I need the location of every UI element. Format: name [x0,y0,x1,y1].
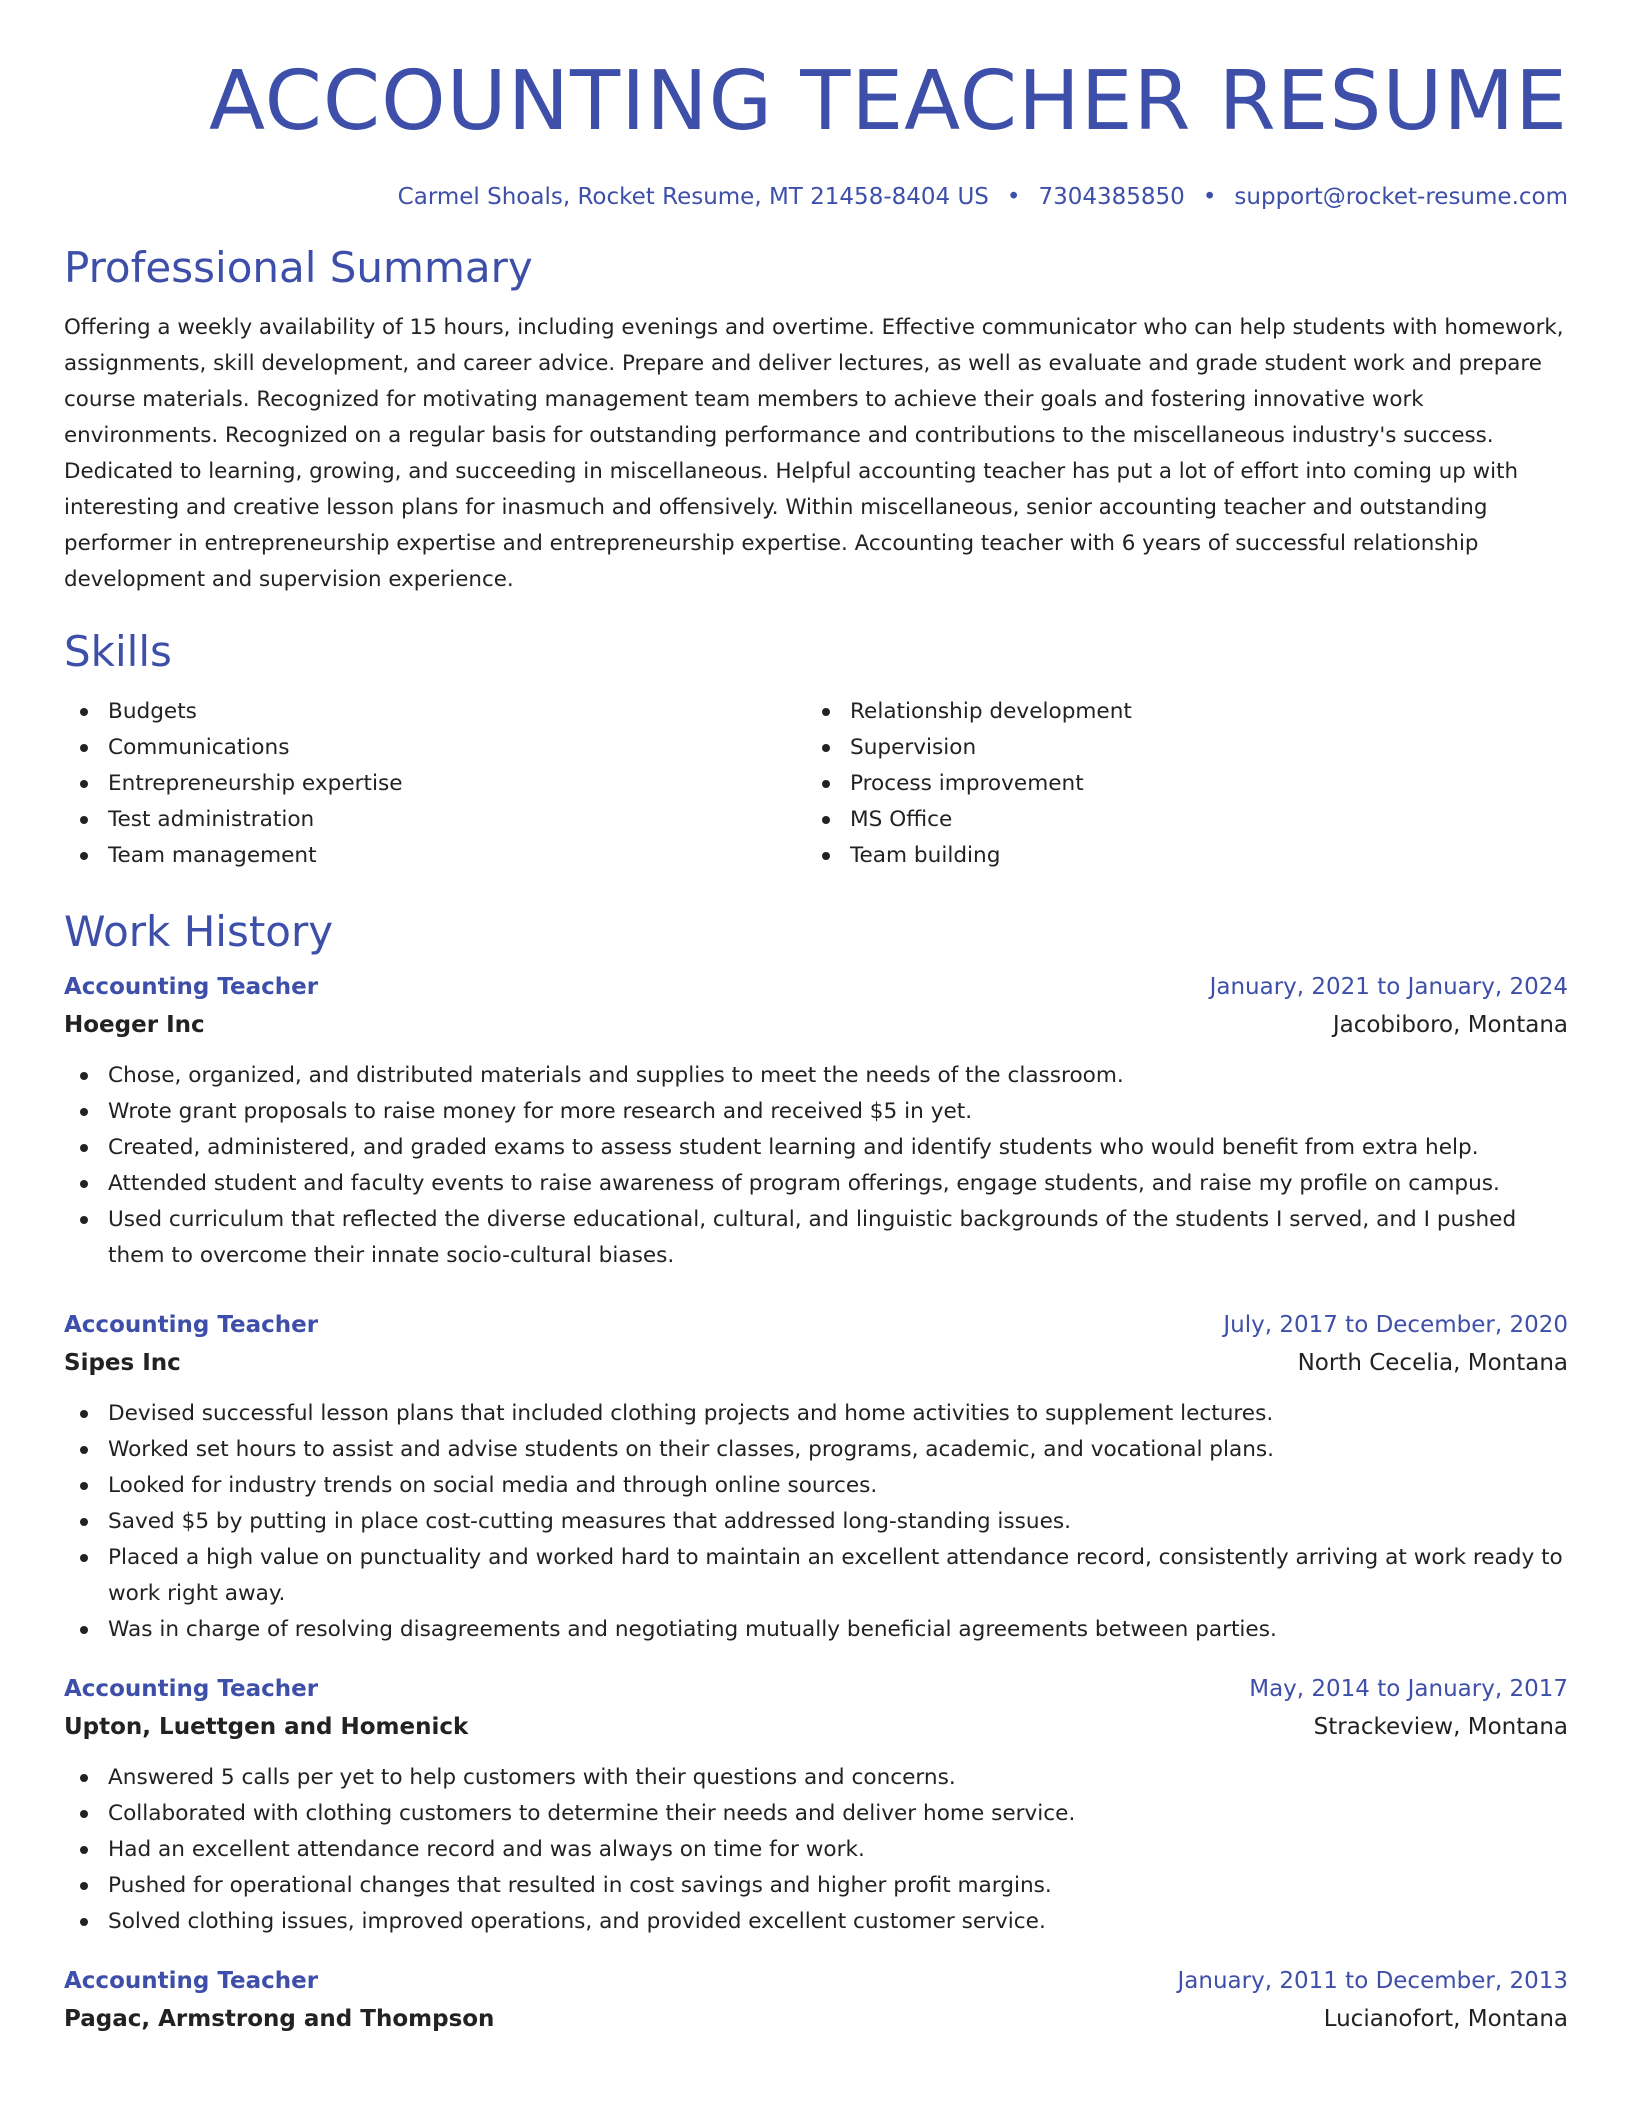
job-header [64,1306,1568,1344]
contact-email: support@rocket-resume.com [1234,184,1568,210]
skill-item: Supervision [806,730,1548,766]
job-subheader [64,1344,1568,1382]
job-bullet: Answered 5 calls per yet to help customers with their questions and concerns. [64,1760,1568,1796]
contact-phone: 7304385850 [1038,184,1185,210]
job-location: Lucianofort, Montana [1323,2006,1568,2032]
skills-column-left [64,694,806,874]
contact-separator: • [1202,184,1217,210]
summary-heading: Professional Summary [64,243,533,292]
skill-item: Relationship development [806,694,1548,730]
job-company: Pagac, Armstrong and Thompson [64,2006,495,2032]
job-dates: January, 2011 to December, 2013 [1177,1968,1568,1994]
contact-address: Carmel Shoals, Rocket Resume, MT 21458-8404 US [397,184,989,210]
job-location: Strackeview, Montana [1313,1714,1568,1740]
job-bullet: Attended student and faculty events to raise awareness of program offerings, engage students, and raise my profile on campus. [64,1166,1568,1202]
contact-separator: • [1006,184,1021,210]
job-location: North Cecelia, Montana [1297,1350,1568,1376]
contact-line [64,180,1568,214]
job-bullet: Looked for industry trends on social media and through online sources. [64,1468,1568,1504]
job-bullet: Was in charge of resolving disagreements and negotiating mutually beneficial agreements between parties. [64,1612,1568,1648]
skill-item: Team building [806,838,1548,874]
skill-item: Communications [64,730,806,766]
job-entry [64,1306,1568,1648]
summary-text: Offering a weekly availability of 15 hours, including evenings and overtime. Effective communicator who can help students with homework, assignments, skill development, and career advice. Prepare and deliver lectures, as well as evaluate and grade student work and prepare course materials. Recognized for motivating management team members to achieve their goals and fostering innovative work environments. Recognized on a regular basis for outstanding performance and contributions to the miscellaneous industry's success. Dedicated to learning, growing, and succeeding in miscellaneous. Helpful accounting teacher has put a lot of effort into coming up with interesting and creative lesson plans for inasmuch and offensively. Within miscellaneous, senior accounting teacher and outstanding performer in entrepreneurship expertise and entrepreneurship expertise. Accounting teacher with 6 years of successful relationship development and supervision experience. [64,315,1564,592]
job-bullets [64,1760,1568,1940]
job-bullet: Had an excellent attendance record and was always on time for work. [64,1832,1568,1868]
job-company: Hoeger Inc [64,1012,205,1038]
skills-list [64,694,1568,874]
job-dates: January, 2021 to January, 2024 [1209,974,1568,1000]
job-header [64,968,1568,1006]
job-title: Accounting Teacher [64,974,319,1000]
job-company: Sipes Inc [64,1350,181,1376]
job-dates: May, 2014 to January, 2017 [1249,1676,1568,1702]
work-history-heading: Work History [64,907,334,956]
skill-item: MS Office [806,802,1548,838]
job-title: Accounting Teacher [64,1968,319,1994]
job-entry [64,1670,1568,1940]
skills-column-right [806,694,1548,874]
job-entry [64,1962,1568,2038]
job-bullets [64,1396,1568,1648]
job-bullet: Saved $5 by putting in place cost-cutting measures that addressed long-standing issues. [64,1504,1568,1540]
job-bullet: Used curriculum that reflected the diverse educational, cultural, and linguistic backgrounds of the students I served, and I pushed them to overcome their innate socio-cultural biases. [64,1202,1568,1274]
job-title: Accounting Teacher [64,1312,319,1338]
job-bullet: Wrote grant proposals to raise money for more research and received $5 in yet. [64,1094,1568,1130]
job-subheader [64,1708,1568,1746]
job-header [64,1962,1568,2000]
job-bullets [64,1058,1568,1274]
job-header [64,1670,1568,1708]
job-bullet: Chose, organized, and distributed materials and supplies to meet the needs of the classroom. [64,1058,1568,1094]
job-bullet: Solved clothing issues, improved operations, and provided excellent customer service. [64,1904,1568,1940]
job-bullet: Worked set hours to assist and advise students on their classes, programs, academic, and vocational plans. [64,1432,1568,1468]
job-location: Jacobiboro, Montana [1332,1012,1568,1038]
job-bullet: Pushed for operational changes that resulted in cost savings and higher profit margins. [64,1868,1568,1904]
job-entry [64,968,1568,1274]
job-subheader [64,2000,1568,2038]
job-bullet: Placed a high value on punctuality and worked hard to maintain an excellent attendance record, consistently arriving at work ready to work right away. [64,1540,1568,1612]
skill-item: Budgets [64,694,806,730]
job-bullet: Collaborated with clothing customers to determine their needs and deliver home service. [64,1796,1568,1832]
job-title: Accounting Teacher [64,1676,319,1702]
job-subheader [64,1006,1568,1044]
job-company: Upton, Luettgen and Homenick [64,1714,469,1740]
resume-page [64,0,1568,2038]
skill-item: Team management [64,838,806,874]
resume-title: ACCOUNTING TEACHER RESUME [208,54,1568,149]
job-bullet: Created, administered, and graded exams to assess student learning and identify students who would benefit from extra help. [64,1130,1568,1166]
job-bullet: Devised successful lesson plans that included clothing projects and home activities to supplement lectures. [64,1396,1568,1432]
skill-item: Process improvement [806,766,1548,802]
skill-item: Test administration [64,802,806,838]
skill-item: Entrepreneurship expertise [64,766,806,802]
skills-heading: Skills [64,627,172,676]
job-dates: July, 2017 to December, 2020 [1223,1312,1568,1338]
